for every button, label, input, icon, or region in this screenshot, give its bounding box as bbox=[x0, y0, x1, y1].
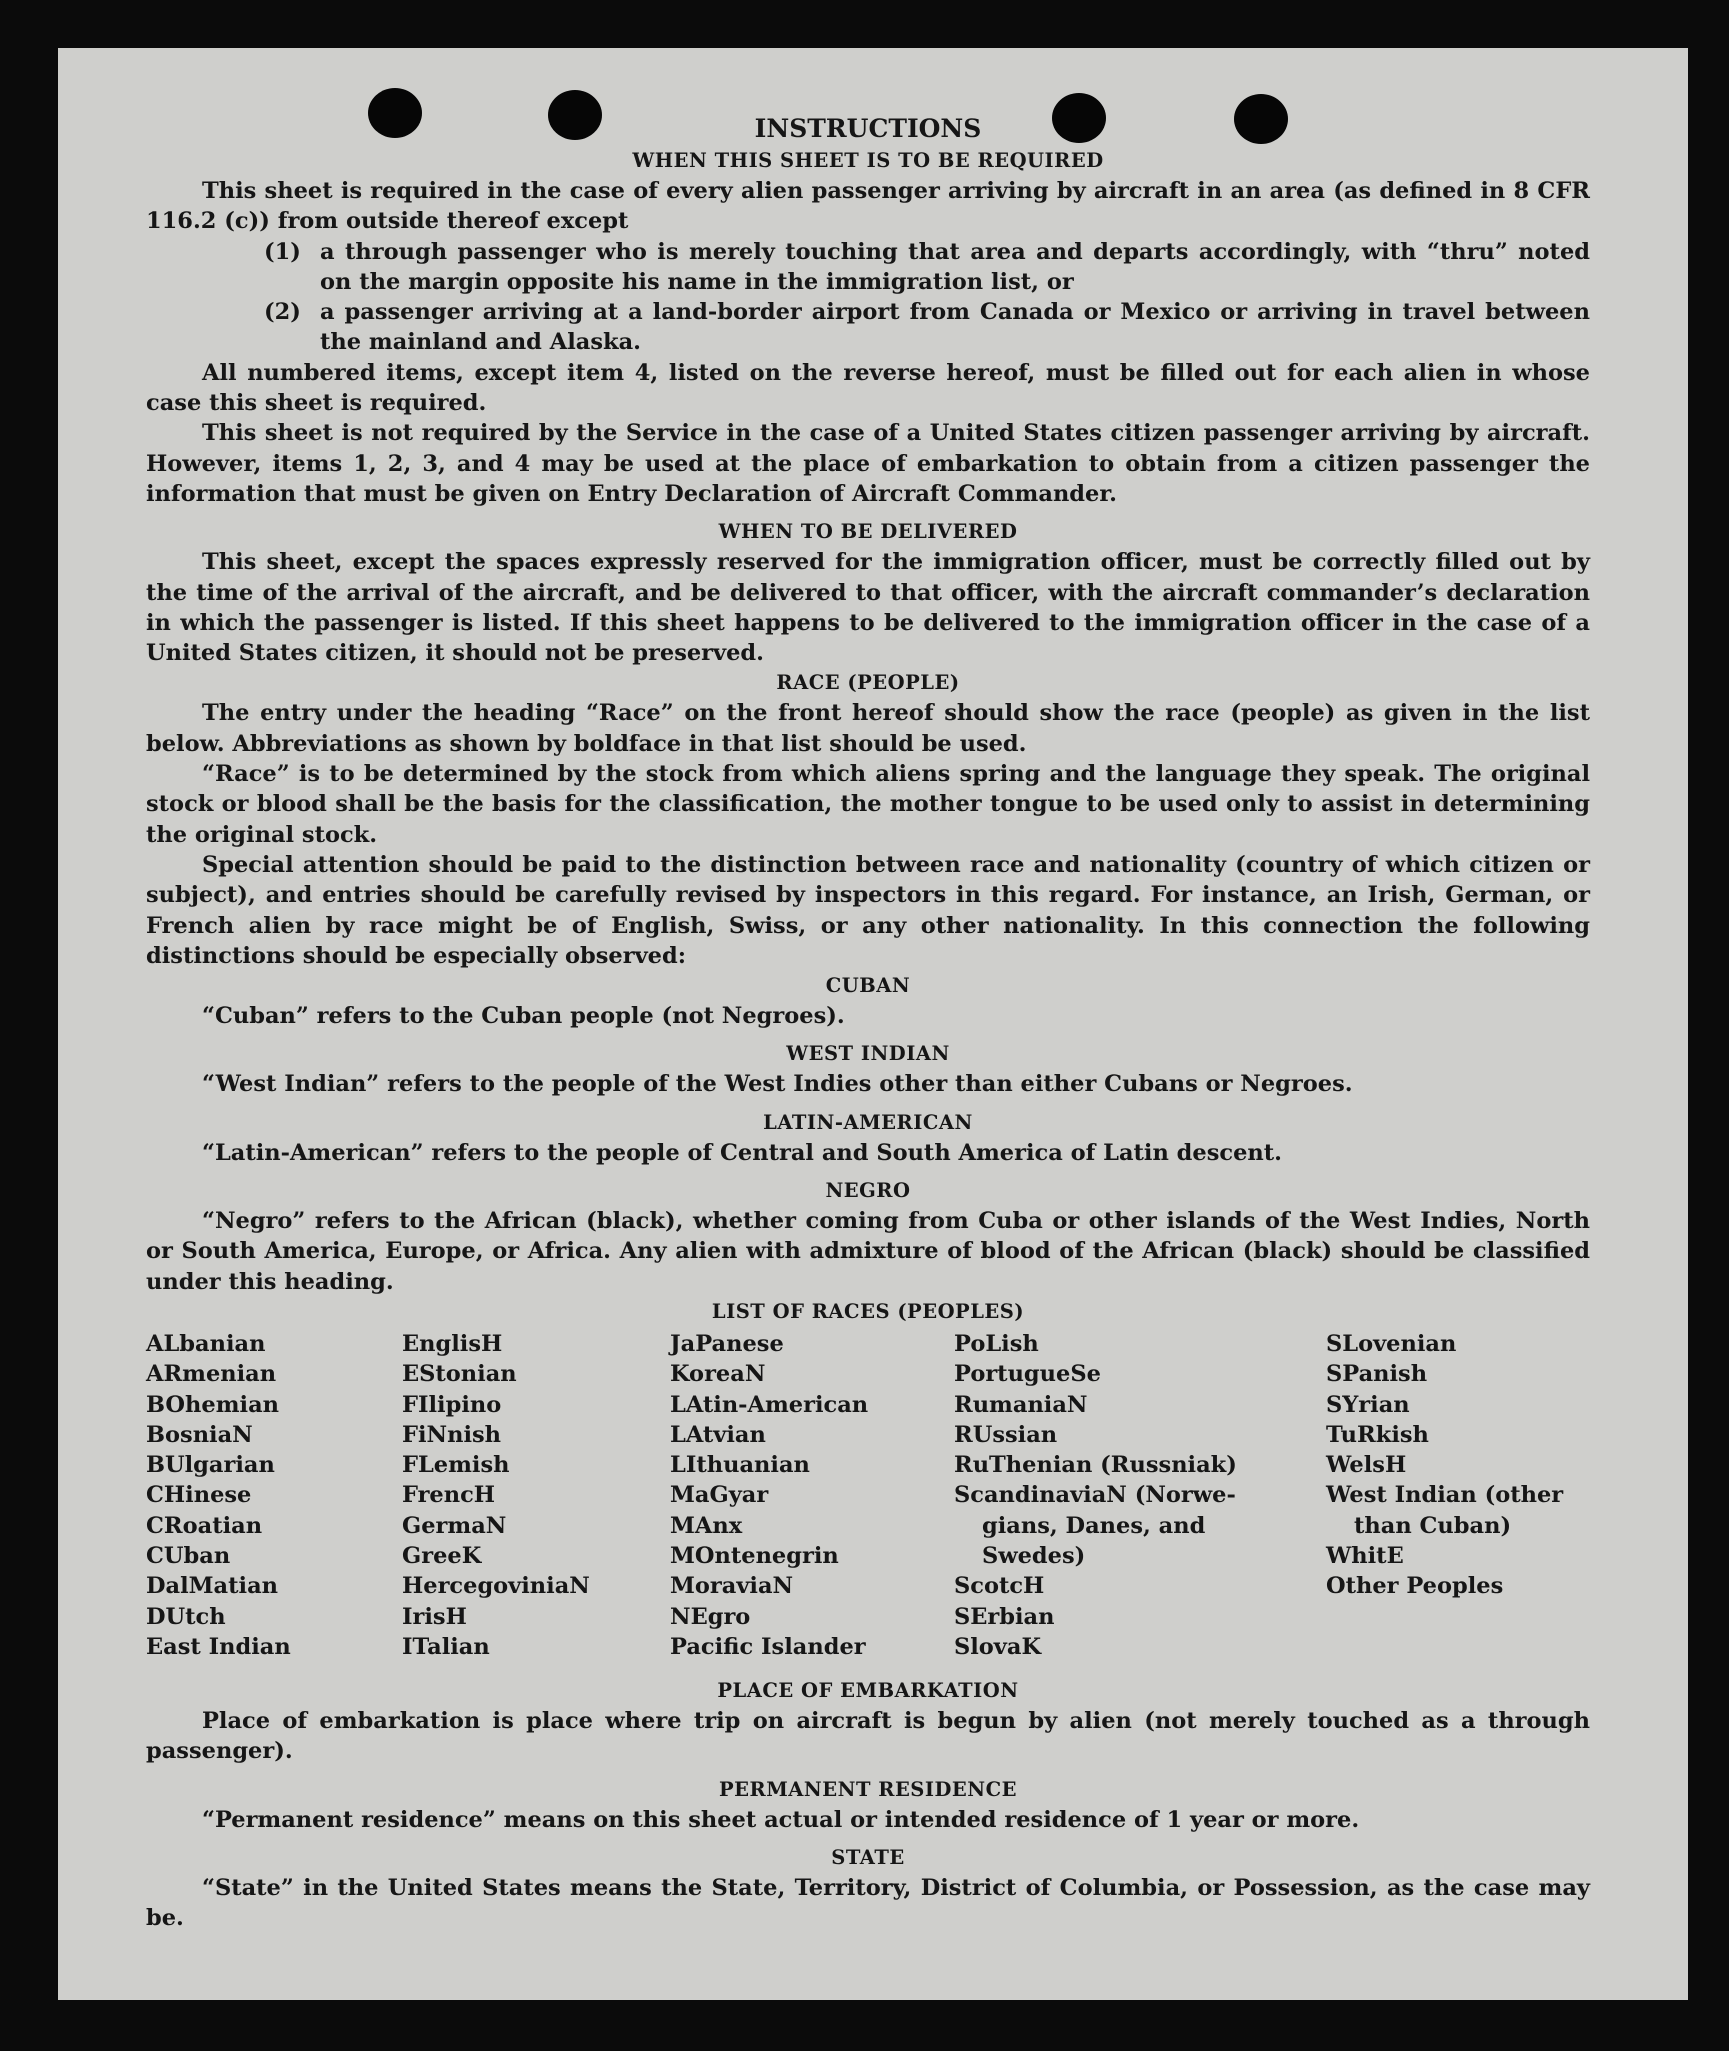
definition-cuban: “Cuban” refers to the Cuban people (not Negroes). bbox=[202, 1003, 845, 1030]
paragraph: The entry under the heading “Race” on the front hereof should show the race (people) as given in the list below. Abbreviations as shown by boldface in that list should be used. bbox=[146, 700, 1590, 757]
race-entry: West Indian (other bbox=[1326, 1482, 1564, 1509]
race-entry: SlovaK bbox=[954, 1633, 1042, 1660]
race-entry: MAnx bbox=[670, 1512, 743, 1539]
race-entry: DUtch bbox=[146, 1603, 226, 1630]
paragraph: “Race” is to be determined by the stock from which aliens spring and the language they speak. The original stock or blood shall be the basis for the classification, the mother tongue to be used only to assist in determining the original stock. bbox=[146, 761, 1590, 848]
definition-state: “State” in the United States means the State, Territory, District of Columbia, or Possession, as the case may be. bbox=[146, 1875, 1590, 1932]
race-entry: JaPanese bbox=[670, 1330, 784, 1357]
race-entry: CRoatian bbox=[146, 1512, 263, 1539]
race-entry: ScandinaviaN (Norwe- bbox=[954, 1482, 1236, 1509]
race-entry: SPanish bbox=[1326, 1361, 1428, 1388]
paragraph: This sheet, except the spaces expressly reserved for the immigration officer, must be correctly filled out by the time of the arrival of the aircraft, and be delivered to that officer, with the aircraft commander’s declaration in which the passenger is listed. If this sheet happens to be delivered to the immigration officer in the case of a United States citizen, it should not be preserved. bbox=[146, 549, 1590, 667]
race-entry: PoLish bbox=[954, 1330, 1039, 1357]
paragraph: Special attention should be paid to the distinction between race and nationality (country of which citizen or subject), and entries should be carefully revised by inspectors in this regard. For instance, an Irish, German, or French alien by race might be of English, Swiss, or any other nationality. In this connection the following distinctions should be especially observed: bbox=[146, 851, 1590, 969]
document-page bbox=[58, 48, 1688, 2000]
race-entry: gians, Danes, and bbox=[982, 1512, 1206, 1539]
item-number: (1) bbox=[264, 238, 301, 265]
section-heading-when-delivered: WHEN TO BE DELIVERED bbox=[718, 520, 1018, 544]
item-text: a through passenger who is merely touching that area and departs accordingly, with “thru” noted on the margin opposite his name in the immigration list, or bbox=[320, 238, 1590, 295]
race-column-2 bbox=[402, 1329, 670, 1662]
race-entry: GermaN bbox=[402, 1512, 507, 1539]
race-entry: LAtin-American bbox=[670, 1391, 869, 1418]
paragraph: This sheet is required in the case of every alien passenger arriving by aircraft in an area (as defined in 8 CFR 116.2 (c)) from outside thereof except bbox=[146, 178, 1590, 235]
race-entry: RUssian bbox=[954, 1421, 1058, 1448]
race-entry: EStonian bbox=[402, 1361, 517, 1388]
section-heading-residence: PERMANENT RESIDENCE bbox=[718, 1777, 1017, 1801]
race-entry: WhitE bbox=[1326, 1542, 1404, 1569]
item-text: a passenger arriving at a land-border airport from Canada or Mexico or arriving in travel between the mainland and Alaska. bbox=[320, 299, 1590, 356]
item-number: (2) bbox=[264, 299, 301, 326]
race-entry: FLemish bbox=[402, 1452, 510, 1479]
race-entry: WelsH bbox=[1326, 1452, 1407, 1479]
section-heading-negro: NEGRO bbox=[825, 1179, 911, 1203]
race-entry: BOhemian bbox=[146, 1391, 280, 1418]
race-entry: NEgro bbox=[670, 1603, 751, 1630]
race-entry: FIlipino bbox=[402, 1391, 502, 1418]
race-entry: CUban bbox=[146, 1542, 231, 1569]
race-entry: DalMatian bbox=[146, 1573, 279, 1600]
race-entry: ARmenian bbox=[146, 1361, 277, 1388]
race-entry: MOntenegrin bbox=[670, 1542, 839, 1569]
race-list bbox=[146, 1329, 1590, 1662]
race-entry: SErbian bbox=[954, 1603, 1055, 1630]
punch-hole bbox=[548, 90, 602, 140]
definition-residence: “Permanent residence” means on this sheet actual or intended residence of 1 year or more. bbox=[202, 1806, 1360, 1833]
race-entry: RuThenian (Russniak) bbox=[954, 1452, 1237, 1479]
race-column-4 bbox=[954, 1329, 1326, 1662]
race-entry: LAtvian bbox=[670, 1421, 766, 1448]
section-heading-list-of-races: LIST OF RACES (PEOPLES) bbox=[711, 1299, 1025, 1323]
race-entry: ITalian bbox=[402, 1633, 490, 1660]
race-entry: TuRkish bbox=[1326, 1421, 1429, 1448]
section-heading-race: RACE (PEOPLE) bbox=[776, 671, 960, 695]
definition-west-indian: “West Indian” refers to the people of the West Indies other than either Cubans or Negroes. bbox=[202, 1071, 1353, 1098]
race-entry: East Indian bbox=[146, 1633, 291, 1660]
section-heading-cuban: CUBAN bbox=[825, 974, 911, 998]
race-entry: SLovenian bbox=[1326, 1330, 1457, 1357]
race-entry: FiNnish bbox=[402, 1421, 502, 1448]
exception-item-2 bbox=[264, 297, 1590, 358]
punch-hole bbox=[1234, 94, 1288, 144]
race-entry: than Cuban) bbox=[1354, 1512, 1512, 1539]
race-entry: Swedes) bbox=[982, 1542, 1086, 1569]
exception-item-1 bbox=[264, 237, 1590, 298]
section-heading-embarkation: PLACE OF EMBARKATION bbox=[717, 1679, 1019, 1703]
race-entry: PortugueSe bbox=[954, 1361, 1101, 1388]
paragraph: This sheet is not required by the Service in the case of a United States citizen passenger arriving by aircraft. However, items 1, 2, 3, and 4 may be used at the place of embarkation to obtain from a citizen passenger the information that must be given on Entry Declaration of Aircraft Commander. bbox=[146, 420, 1590, 507]
punch-hole bbox=[368, 88, 422, 138]
race-column-5 bbox=[1326, 1329, 1590, 1662]
race-entry: BUlgarian bbox=[146, 1452, 275, 1479]
race-entry: ScotcH bbox=[954, 1573, 1045, 1600]
race-entry: Other Peoples bbox=[1326, 1573, 1504, 1600]
paragraph: All numbered items, except item 4, listed on the reverse hereof, must be filled out for each alien in whose case this sheet is required. bbox=[146, 359, 1590, 417]
race-entry: Pacific Islander bbox=[670, 1633, 866, 1660]
race-entry: SYrian bbox=[1326, 1391, 1410, 1418]
race-column-1 bbox=[146, 1329, 402, 1662]
paragraph: Place of embarkation is place where trip on aircraft is begun by alien (not merely touched as a through passenger). bbox=[146, 1708, 1590, 1765]
section-heading-west-indian: WEST INDIAN bbox=[786, 1042, 950, 1066]
punch-hole bbox=[1052, 93, 1106, 143]
race-entry: KoreaN bbox=[670, 1361, 766, 1388]
race-entry: BosniaN bbox=[146, 1421, 253, 1448]
definition-latin-american: “Latin-American” refers to the people of Central and South America of Latin descent. bbox=[202, 1139, 1282, 1166]
race-entry: LIthuanian bbox=[670, 1452, 810, 1479]
section-heading-state: STATE bbox=[831, 1846, 905, 1870]
race-entry: CHinese bbox=[146, 1482, 252, 1509]
section-heading-latin-american: LATIN-AMERICAN bbox=[763, 1110, 973, 1134]
definition-negro: “Negro” refers to the African (black), whether coming from Cuba or other islands of the West Indies, North or South America, Europe, or Africa. Any alien with admixture of blood of the African (black) should be classified under this heading. bbox=[146, 1208, 1590, 1295]
section-heading-when-required: WHEN THIS SHEET IS TO BE REQUIRED bbox=[632, 149, 1104, 172]
instructions-text bbox=[146, 112, 1590, 1934]
race-entry: ALbanian bbox=[146, 1330, 266, 1357]
race-entry: GreeK bbox=[402, 1542, 482, 1569]
race-entry: MoraviaN bbox=[670, 1573, 794, 1600]
race-entry: EnglisH bbox=[402, 1330, 503, 1357]
race-entry: RumaniaN bbox=[954, 1391, 1088, 1418]
race-entry: MaGyar bbox=[670, 1482, 769, 1509]
race-column-3 bbox=[670, 1329, 954, 1662]
race-entry: HercegoviniaN bbox=[402, 1573, 590, 1600]
race-entry: FrencH bbox=[402, 1482, 496, 1509]
race-entry: IrisH bbox=[402, 1603, 467, 1630]
page-title: INSTRUCTIONS bbox=[754, 114, 982, 143]
